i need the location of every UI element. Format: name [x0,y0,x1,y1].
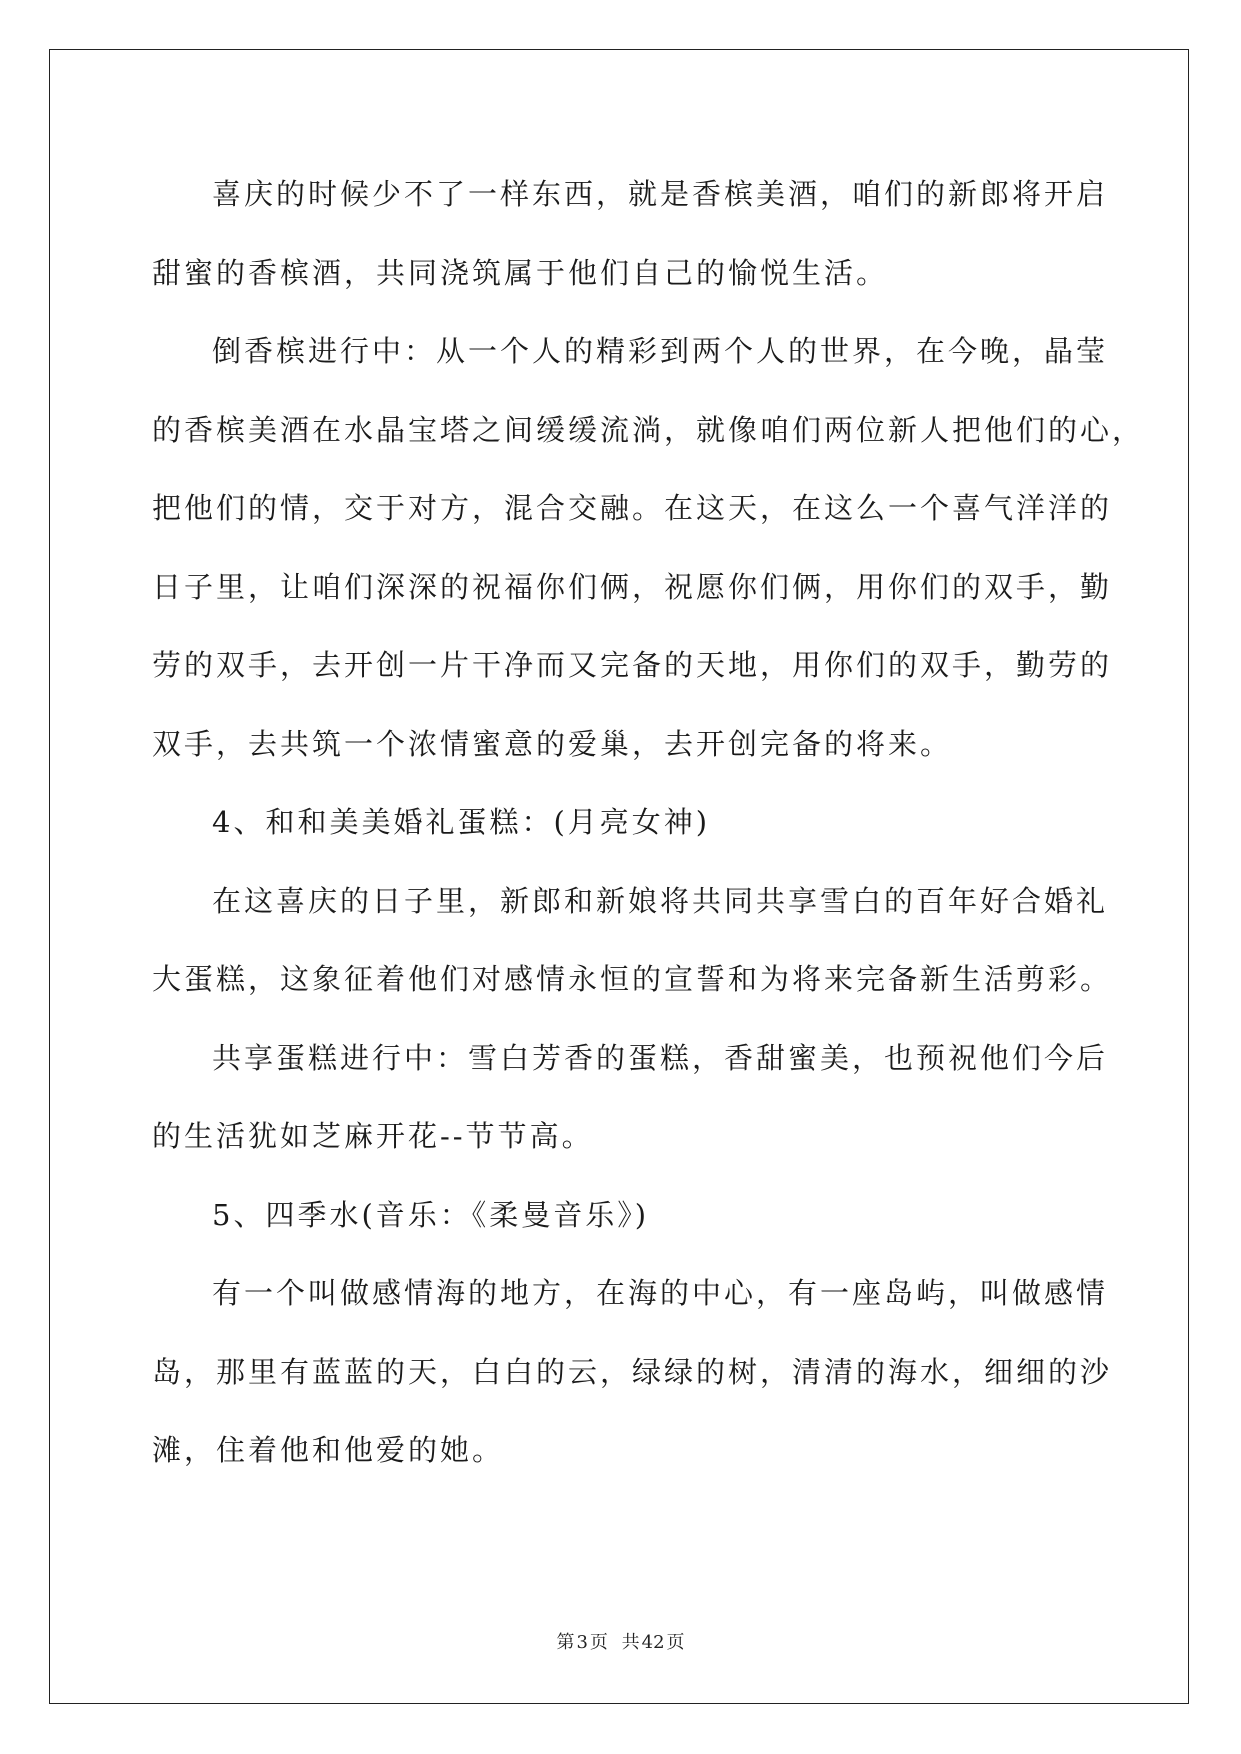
page-label-suffix: 页 [589,1632,608,1653]
text-line: 日子里，让咱们深深的祝福你们俩，祝愿你们俩，用你们的双手，勤 [152,569,1113,604]
text-line: 在这喜庆的日子里，新郎和新娘将共同共享雪白的百年好合婚礼 [212,883,1109,918]
text-line: 共享蛋糕进行中：雪白芳香的蛋糕，香甜蜜美，也预祝他们今后 [212,1040,1109,1075]
text-line: 滩，住着他和他爱的她。 [152,1433,505,1467]
text-line: 有一个叫做感情海的地方，在海的中心，有一座岛屿，叫做感情 [212,1276,1109,1310]
page-label-prefix: 第 [556,1632,575,1653]
total-pages [622,1632,685,1653]
text-line: 喜庆的时候少不了一样东西，就是香槟美酒，咱们的新郎将开启 [212,177,1109,211]
text-line: 的香槟美酒在水晶宝塔之间缓缓流淌，就像咱们两位新人把他们的心， [152,412,1145,447]
text-line: 甜蜜的香槟酒，共同浇筑属于他们自己的愉悦生活。 [152,255,889,290]
text-line: 4、和和美美婚礼蛋糕：(月亮女神) [212,805,711,839]
total-suffix: 页 [666,1632,685,1653]
text-line: 的生活犹如芝麻开花--节节高。 [152,1119,594,1153]
text-line: 双手，去共筑一个浓情蜜意的爱巢，去开创完备的将来。 [152,726,953,761]
page-footer [0,1628,1241,1654]
text-line: 大蛋糕，这象征着他们对感情永恒的宣誓和为将来完备新生活剪彩。 [152,962,1113,996]
total-prefix: 共 [621,1632,640,1653]
text-line: 岛，那里有蓝蓝的天，白白的云，绿绿的树，清清的海水，细细的沙 [152,1354,1113,1389]
current-page: 3 [576,1632,588,1653]
text-line: 倒香槟进行中：从一个人的精彩到两个人的世界，在今晚，晶莹 [212,334,1109,368]
text-line: 劳的双手，去开创一片干净而又完备的天地，用你们的双手，勤劳的 [152,648,1113,682]
text-line: 把他们的情，交于对方，混合交融。在这天，在这么一个喜气洋洋的 [152,491,1113,525]
document-body [152,155,1145,1490]
total-count: 42 [641,1632,665,1653]
page-number [556,1632,607,1653]
text-line: 5、四季水(音乐：《柔曼音乐》) [212,1197,650,1232]
